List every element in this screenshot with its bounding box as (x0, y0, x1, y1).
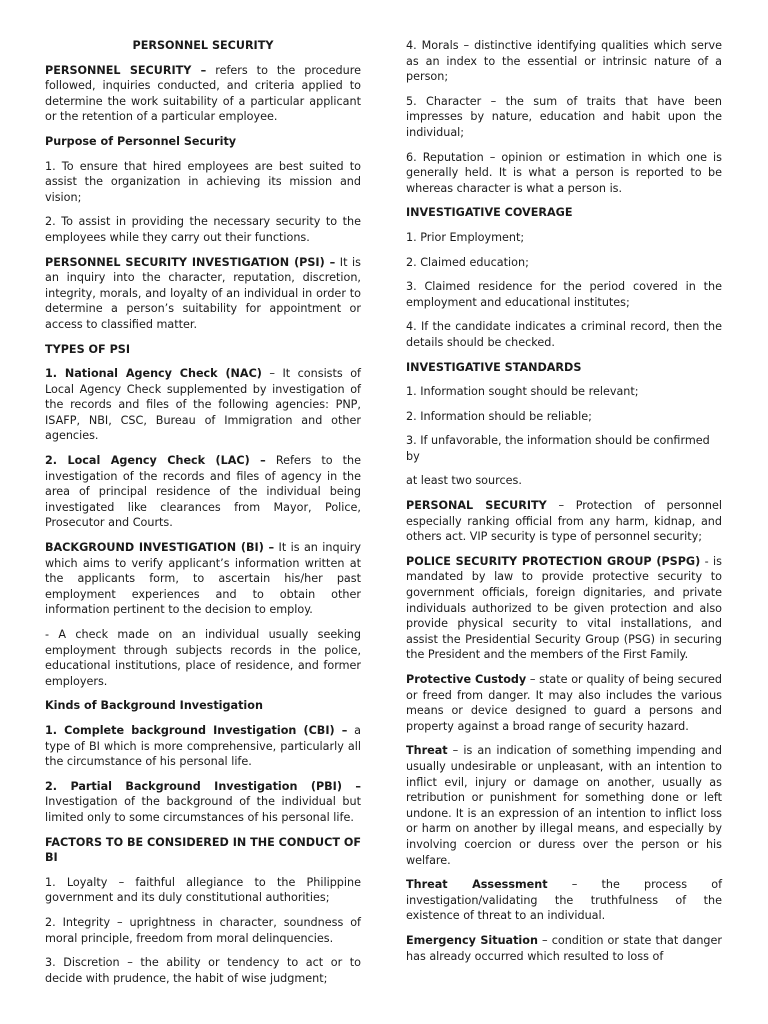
term: 1. National Agency Check (NAC) (45, 367, 262, 381)
definition-text: Investigation of the background of the individual but limited only to some circumstances of his personal life. (45, 795, 361, 824)
right-column (406, 38, 722, 973)
section-heading-standards: INVESTIGATIVE STANDARDS (406, 360, 582, 374)
term: POLICE SECURITY PROTECTION GROUP (PSPG) (406, 554, 701, 568)
definition-text: refers to the procedure followed, inquiries conducted, and criteria applied to determine the work suitability of a particular applicant or the retention of a particular employee. (45, 63, 361, 124)
term: 1. Complete background Investigation (CBI) – (45, 723, 348, 737)
pbi-definition (45, 779, 361, 826)
section-heading-types: TYPES OF PSI (45, 342, 130, 356)
protective-custody-definition (406, 672, 722, 734)
list-item: 4. If the candidate indicates a criminal record, then the details should be checked. (406, 320, 722, 349)
list-item: 3. Claimed residence for the period covered in the employment and educational institutes; (406, 280, 722, 309)
page-title: PERSONNEL SECURITY (132, 39, 274, 52)
nac-definition (45, 366, 361, 444)
term: BACKGROUND INVESTIGATION (BI) – (45, 541, 275, 555)
list-item: 3. If unfavorable, the information should be confirmed by (406, 434, 710, 463)
list-item: 2. Information should be reliable; (406, 409, 592, 423)
list-item: 1. Prior Employment; (406, 230, 525, 244)
term: PERSONNEL SECURITY – (45, 63, 207, 77)
pspg-definition (406, 554, 722, 663)
term: Threat Assessment (406, 878, 548, 892)
list-item: 1. To ensure that hired employees are best suited to assist the organization in achieving its mission and vision; (45, 159, 361, 204)
section-heading-purpose: Purpose of Personnel Security (45, 134, 237, 148)
list-item: 4. Morals – distinctive identifying qualities which serve as an index to the essential or intrinsic nature of a person; (406, 39, 722, 84)
section-heading-factors: FACTORS TO BE CONSIDERED IN THE CONDUCT OF BI (45, 835, 362, 865)
threat-definition (406, 743, 722, 868)
definition-text: – the process of investigation/validating the truthfulness of the existence of threat to an individual. (406, 878, 723, 923)
list-item: 2. Claimed education; (406, 255, 529, 269)
section-heading-kinds: Kinds of Background Investigation (45, 699, 263, 713)
emergency-situation-definition (406, 933, 722, 964)
term: Protective Custody (406, 673, 527, 686)
definition-text: – state or quality of being secured or freed from danger. It may also includes the various means or device designed to guard a persons and property against a broad range of security hazard. (406, 673, 722, 733)
list-item: 6. Reputation – opinion or estimation in which one is generally held. It is what a person is reported to be whereas character is what a person is. (406, 150, 722, 195)
definition-text: Refers to the investigation of the records and files of agency in the area of principal residence of the individual being investigated like clearances from Mayor, Police, Prosecutor and Courts. (45, 454, 361, 530)
definition-text: – It consists of Local Agency Check supplemented by investigation of the records and files of the following agencies: PNP, ISAFP, NBI, CSC, Bureau of Immigration and other agencies. (45, 367, 361, 443)
bi-definition (45, 540, 361, 618)
cbi-definition (45, 723, 361, 770)
term: PERSONNEL SECURITY INVESTIGATION (PSI) – (45, 255, 336, 269)
term: 2. Partial Background Investigation (PBI) – (45, 779, 361, 793)
list-item: 2. Integrity – uprightness in character, soundness of moral principle, freedom from moral delinquencies. (45, 915, 361, 945)
term: Emergency Situation (406, 933, 538, 947)
definition-text: a type of BI which is more comprehensive, particularly all the circumstance of his personal life. (45, 723, 361, 769)
definition-text: It is an inquiry which aims to verify applicant’s information written at the applicants form, to ascertain his/her past employment experiences and to obtain other information pertinent to the decision to employ. (45, 541, 362, 617)
definition-text: – is an indication of something impending and usually undesirable or unpleasant, with an intention to inflict evil, injury or damage on another, usually as retribution or punishment for something done or left undone. It is an expression of an intention to inflict loss or harm on another by illegal means, and especially by involving coercion or duress over the person or his welfare. (406, 744, 722, 867)
list-item: 3. Discretion – the ability or tendency to act or to decide with prudence, the habit of wise judgment; (45, 956, 361, 985)
personnel-security-definition (45, 63, 361, 125)
bi-check-note: - A check made on an individual usually seeking employment through subjects records in the police, educational institutions, place of residence, and former employers. (45, 628, 361, 688)
definition-text: – condition or state that danger has already occurred which resulted to loss of (406, 933, 722, 963)
list-item: 1. Loyalty – faithful allegiance to the Philippine government and its duly constitutional authorities; (45, 875, 361, 905)
definition-text: – Protection of personnel especially ranking official from any harm, kidnap, and others act. VIP security is type of personnel security; (406, 499, 722, 544)
personal-security-definition (406, 498, 722, 545)
section-heading-coverage: INVESTIGATIVE COVERAGE (406, 206, 573, 220)
definition-text: - is mandated by law to provide protective security to government officials, foreign dignitaries, and private individuals authorized to be given protection and also provide physical security to vital installations, and assist the Presidential Security Group (PSG) in securing the President and the members of the First Family. (406, 554, 722, 662)
lac-definition (45, 453, 361, 531)
term: Threat (406, 744, 448, 758)
list-item: 1. Information sought should be relevant; (406, 385, 639, 399)
threat-assessment-definition (406, 877, 722, 924)
list-item: 5. Character – the sum of traits that have been impresses by nature, education and habit upon the individual; (406, 94, 722, 139)
list-item: 2. To assist in providing the necessary security to the employees while they carry out their functions. (45, 215, 361, 244)
definition-text: It is an inquiry into the character, reputation, discretion, integrity, morals, and loyalty of an individual in order to determine a person’s suitability for appointment or access to classified matter. (45, 255, 361, 331)
term: 2. Local Agency Check (LAC) – (45, 454, 266, 468)
left-column (45, 38, 361, 995)
psi-definition (45, 255, 361, 333)
term: PERSONAL SECURITY (406, 499, 547, 513)
list-item-continued: at least two sources. (406, 474, 522, 488)
